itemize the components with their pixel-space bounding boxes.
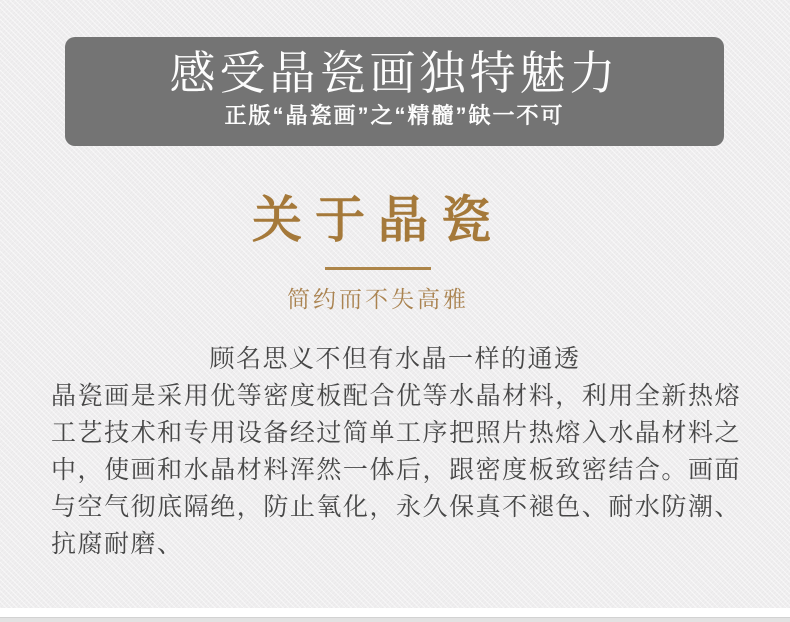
banner-subtitle: 正版“晶瓷画”之“精髓”缺一不可 [224,103,565,128]
banner-title: 感受晶瓷画独特魅力 [169,47,620,99]
description-lead-line: 顾名思义不但有水晶一样的通透 [209,346,581,373]
about-section-title: 关于晶瓷 [252,192,504,248]
description-paragraph: 晶瓷画是采用优等密度板配合优等水晶材料，利用全新热熔工艺技术和专用设备经过简单工序把照片热熔入水晶材料之中，使画和水晶材料浑然一体后，跟密度板致密结合。画面与空气彻底隔绝，防止氧化，永久保真不褪色、耐水防潮、抗腐耐磨、 [51,383,741,558]
about-section-subtitle: 简约而不失高雅 [287,286,469,312]
next-section-top-edge [0,617,790,622]
header-banner [65,37,724,146]
gold-divider-line [325,267,431,270]
